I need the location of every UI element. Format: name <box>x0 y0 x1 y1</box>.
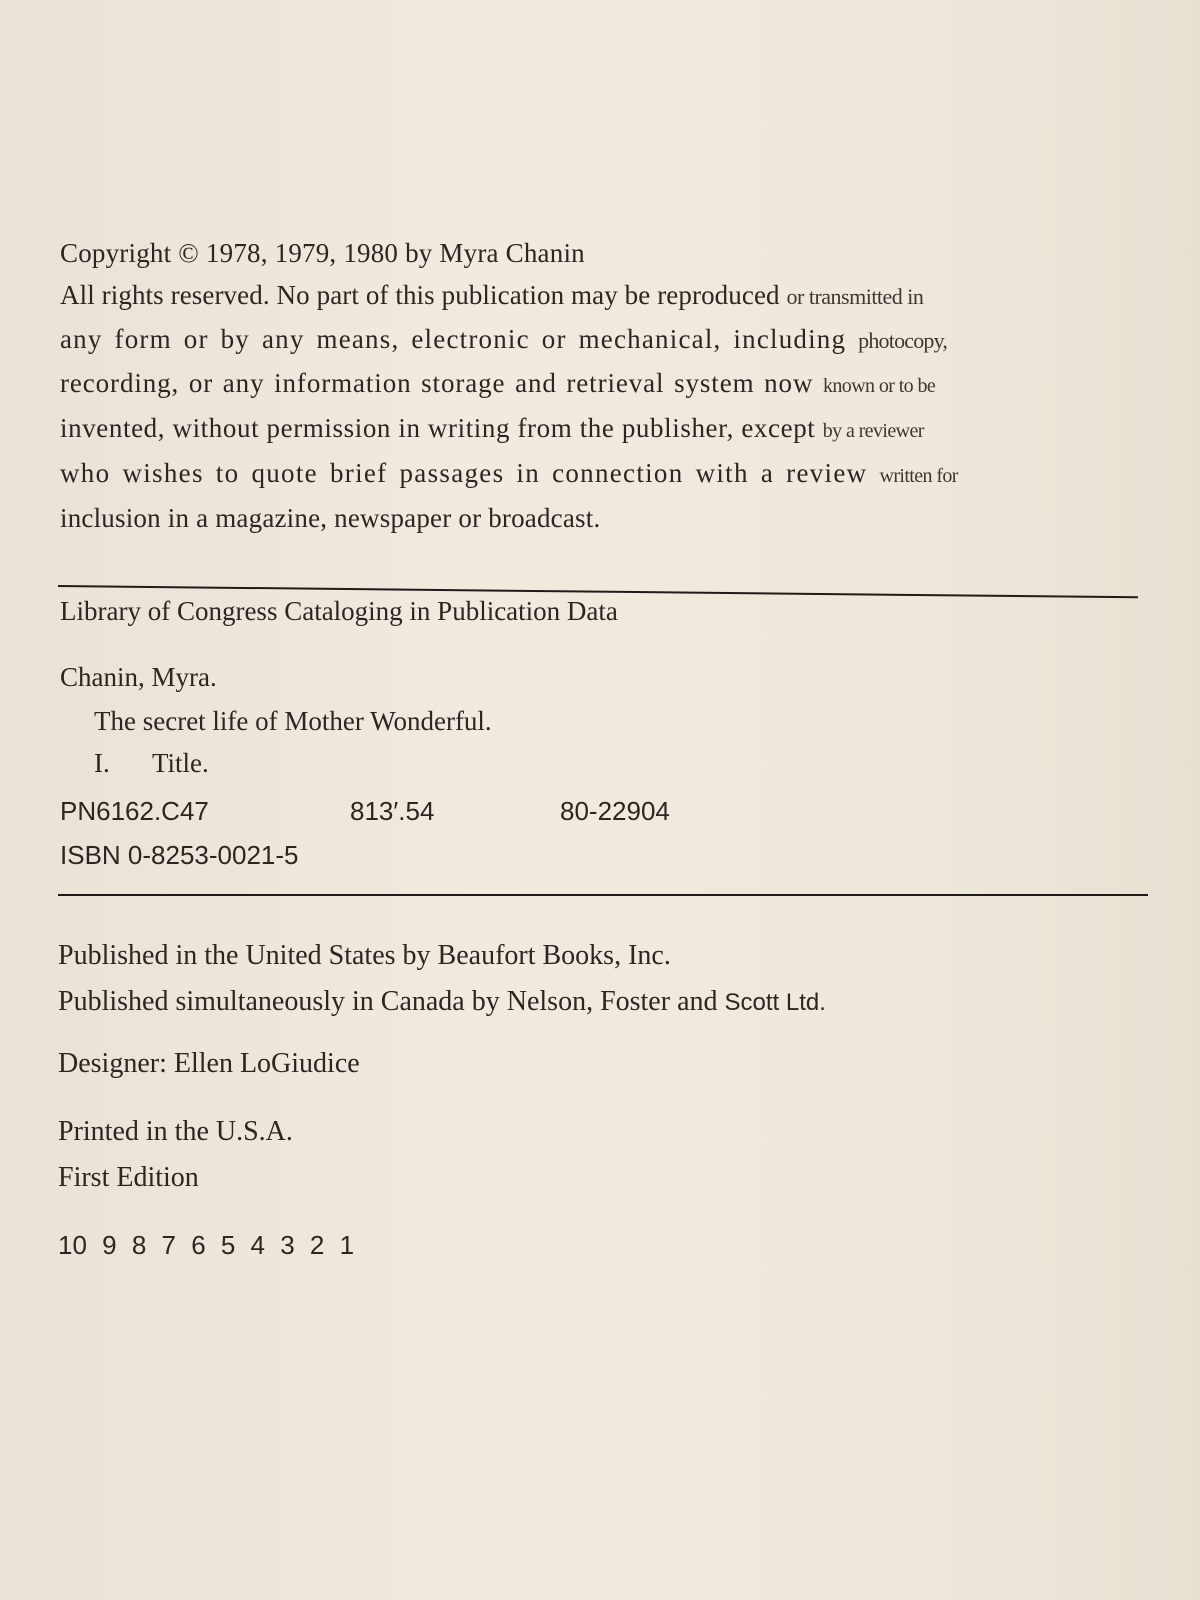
rights-line-4 <box>60 407 1150 452</box>
cip-title: The secret life of Mother Wonderful. <box>94 706 492 736</box>
copyright-line: Copyright © 1978, 1979, 1980 by Myra Chanin <box>60 238 585 268</box>
cip-heading: Library of Congress Cataloging in Publication Data <box>60 596 618 626</box>
lc-class-number: PN6162.C47 <box>60 796 209 826</box>
cip-subject-numeral: I. <box>94 748 110 778</box>
publisher-us: Published in the United States by Beaufort Books, Inc. <box>58 940 671 971</box>
copyright-notice <box>60 232 1150 539</box>
printer-number-line: 10 9 8 7 6 5 4 3 2 1 <box>58 1230 355 1260</box>
rights-text: All rights reserved. No part of this publication may be reproduced <box>60 280 787 310</box>
rights-tail: by a reviewer <box>822 420 924 442</box>
rights-text: invented, without permission in writing from the publisher, except <box>60 413 823 443</box>
publisher-canada-tail: Scott Ltd. <box>724 989 826 1016</box>
rights-text: who wishes to quote brief passages in connection with a review <box>60 458 880 488</box>
publisher-canada-text: Published simultaneously in Canada by Nelson, Foster and <box>58 986 725 1017</box>
cip-subject-entry <box>94 748 209 779</box>
isbn: ISBN 0-8253-0021-5 <box>60 840 299 870</box>
dewey-number: 813′.54 <box>350 796 435 826</box>
rights-tail: photocopy, <box>858 328 948 353</box>
printed-in: Printed in the U.S.A. <box>58 1116 293 1147</box>
rights-line-2 <box>60 318 1150 362</box>
rights-line-5 <box>60 452 1150 497</box>
rights-line-6: inclusion in a magazine, newspaper or broadcast. <box>60 503 601 533</box>
lccn-number: 80-22904 <box>560 796 670 826</box>
designer-credit: Designer: Ellen LoGiudice <box>58 1048 360 1079</box>
divider-rule-bottom <box>58 894 1148 896</box>
rights-text: recording, or any information storage and retrieval system now <box>60 368 823 398</box>
rights-line-3 <box>60 362 1150 407</box>
cip-author: Chanin, Myra. <box>60 662 217 692</box>
rights-line-1 <box>60 274 1150 318</box>
rights-tail: or transmitted in <box>786 284 924 309</box>
edition-statement: First Edition <box>58 1162 199 1193</box>
publisher-canada <box>58 986 826 1018</box>
cip-subject-label: Title. <box>152 748 209 778</box>
rights-text: any form or by any means, electronic or mechanical, including <box>60 324 859 354</box>
rights-tail: known or to be <box>823 375 936 397</box>
rights-tail: written for <box>879 465 958 487</box>
